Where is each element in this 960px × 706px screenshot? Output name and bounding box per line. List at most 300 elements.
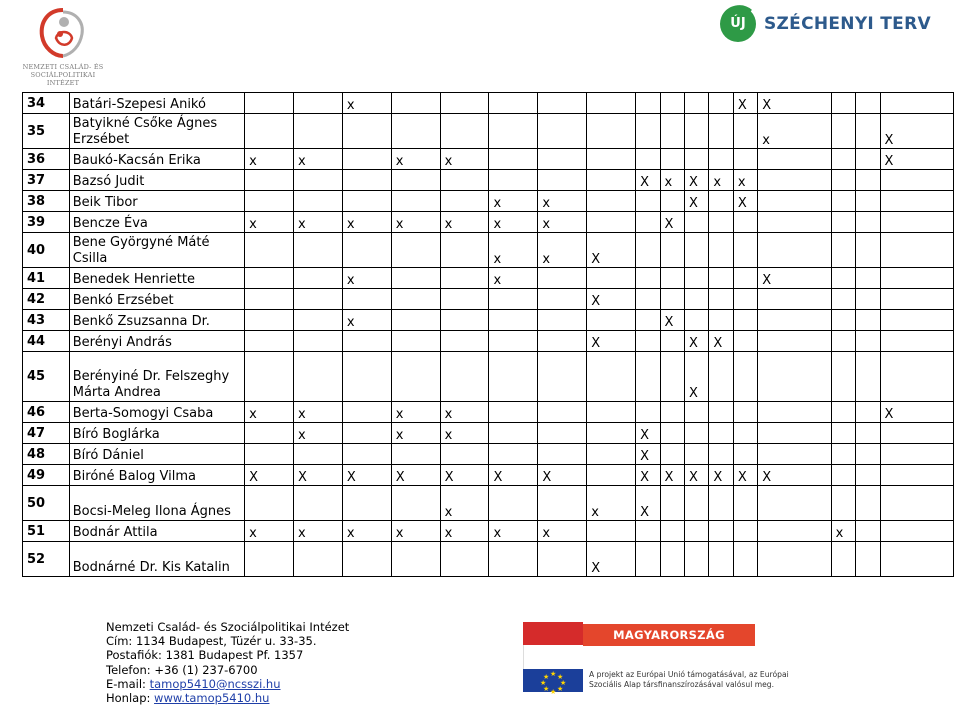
mark-cell [856,352,880,402]
mark-cell: x [391,521,440,542]
mark-cell [709,486,733,521]
table-row [23,149,954,170]
mark-cell [391,114,440,149]
mark-cell [538,402,587,423]
mark-cell: x [342,268,391,289]
mark-cell: X [660,310,684,331]
mark-cell: x [293,149,342,170]
person-name: Bene Györgyné Máté Csilla [69,233,244,268]
mark-cell [293,310,342,331]
mark-cell [709,542,733,577]
row-number: 51 [23,521,70,542]
mark-cell [489,170,538,191]
mark-cell [587,423,636,444]
mark-cell [758,170,831,191]
mark-cell: X [245,465,294,486]
mark-cell [538,268,587,289]
mark-cell [831,149,855,170]
mark-cell [489,93,538,114]
mark-cell [636,310,660,331]
mark-cell [293,486,342,521]
mark-cell [636,542,660,577]
mark-cell [489,352,538,402]
mark-cell [293,268,342,289]
hungary-eu-flag-icon: ★ ★ ★ ★ ★ ★ ★ ★ [523,622,583,692]
email-link[interactable]: tamop5410@ncsszi.hu [149,676,281,691]
mark-cell [342,444,391,465]
mark-cell [587,444,636,465]
mark-cell [709,191,733,212]
mark-cell [856,465,880,486]
mark-cell [538,310,587,331]
mark-cell [391,170,440,191]
mark-cell: x [391,423,440,444]
mark-cell [856,542,880,577]
person-name: Berényi András [69,331,244,352]
brand-text: SZÉCHENYI TERV [764,14,931,34]
mark-cell [245,114,294,149]
mark-cell [440,93,489,114]
mark-cell [709,233,733,268]
mark-cell: X [660,212,684,233]
mark-cell: x [342,212,391,233]
table-row [23,402,954,423]
mark-cell: x [245,521,294,542]
mark-cell [636,289,660,310]
person-name: Batári-Szepesi Anikó [69,93,244,114]
mark-cell: x [538,191,587,212]
mark-cell [856,93,880,114]
mark-cell [758,331,831,352]
mark-cell [660,191,684,212]
person-name: Batyikné Csőke Ágnes Erzsébet [69,114,244,149]
mark-cell: x [391,402,440,423]
mark-cell [758,444,831,465]
po-box: Postafiók: 1381 Budapest Pf. 1357 [106,648,304,663]
mark-cell [733,149,757,170]
mark-cell [391,486,440,521]
mark-cell [440,310,489,331]
mark-cell [391,542,440,577]
table-row [23,212,954,233]
mark-cell [831,331,855,352]
mark-cell [709,149,733,170]
mark-cell [880,310,954,331]
mark-cell [856,310,880,331]
eu-funding-line2: Szociális Alap társfinanszírozásával valósul meg. [589,680,775,689]
mark-cell [856,149,880,170]
mark-cell [391,331,440,352]
mark-cell: x [489,268,538,289]
mark-cell [660,402,684,423]
mark-cell [831,486,855,521]
mark-cell: X [636,465,660,486]
mark-cell [342,191,391,212]
mark-cell [758,486,831,521]
mark-cell [733,310,757,331]
mark-cell [880,521,954,542]
mark-cell [880,233,954,268]
mark-cell: X [660,465,684,486]
mark-cell [342,170,391,191]
mark-cell [709,289,733,310]
mark-cell [709,444,733,465]
row-number: 47 [23,423,70,444]
person-name: Berényiné Dr. Felszeghy Márta Andrea [69,352,244,402]
mark-cell [684,444,708,465]
mark-cell: x [440,423,489,444]
mark-cell [660,233,684,268]
mark-cell [245,486,294,521]
mark-cell [440,444,489,465]
mark-cell: x [733,170,757,191]
mark-cell [856,521,880,542]
mark-cell [684,268,708,289]
person-name: Bodnárné Dr. Kis Katalin [69,542,244,577]
table-row [23,268,954,289]
mark-cell [880,268,954,289]
mark-cell [342,402,391,423]
mark-cell: x [587,486,636,521]
mark-cell [856,444,880,465]
table-row [23,486,954,521]
mark-cell: X [709,465,733,486]
mark-cell [245,170,294,191]
mark-cell [831,352,855,402]
mark-cell [758,149,831,170]
mark-cell [587,465,636,486]
mark-cell [684,233,708,268]
mark-cell [587,521,636,542]
mark-cell [733,521,757,542]
mark-cell [587,310,636,331]
mark-cell [856,212,880,233]
mark-cell [733,114,757,149]
mark-cell [342,423,391,444]
table-row [23,191,954,212]
mark-cell [245,289,294,310]
mark-cell [293,191,342,212]
mark-cell [880,331,954,352]
mark-cell [831,402,855,423]
web-label: Honlap: [106,691,155,706]
mark-cell [709,352,733,402]
row-number: 35 [23,114,70,149]
mark-cell: x [293,402,342,423]
mark-cell: x [293,212,342,233]
email-label: E-mail: [106,676,150,691]
mark-cell [684,542,708,577]
row-number: 52 [23,542,70,577]
mark-cell: x [342,93,391,114]
mark-cell [684,93,708,114]
mark-cell: x [489,521,538,542]
mark-cell [831,444,855,465]
mark-cell: X [758,268,831,289]
person-name: Bodnár Attila [69,521,244,542]
row-number: 44 [23,331,70,352]
mark-cell [709,402,733,423]
web-link[interactable]: www.tamop5410.hu [154,691,270,706]
mark-cell: x [440,212,489,233]
mark-cell: x [293,521,342,542]
mark-cell: X [758,93,831,114]
mark-cell [538,114,587,149]
mark-cell [660,352,684,402]
person-name: Benkó Erzsébet [69,289,244,310]
row-number: 34 [23,93,70,114]
mark-cell: x [758,114,831,149]
mark-cell [880,93,954,114]
mark-cell [538,352,587,402]
mark-cell [709,268,733,289]
mark-cell: x [293,423,342,444]
mark-cell [709,114,733,149]
mark-cell [758,191,831,212]
mark-cell [733,212,757,233]
mark-cell: X [342,465,391,486]
mark-cell [733,486,757,521]
table-row [23,352,954,402]
logo-caption-line2: SOCIÁLPOLITIKAI INTÉZET [30,71,96,87]
mark-cell [831,423,855,444]
mark-cell: x [342,310,391,331]
mark-cell [660,149,684,170]
slogan-banner: MAGYARORSZÁG MEGÚJUL [583,624,755,646]
mark-cell: X [636,423,660,444]
mark-cell [440,542,489,577]
mark-cell [538,93,587,114]
mark-cell [391,191,440,212]
table-row [23,114,954,149]
mark-cell: X [293,465,342,486]
mark-cell [245,352,294,402]
mark-cell [880,352,954,402]
mark-cell [856,289,880,310]
mark-cell [831,268,855,289]
table-row [23,289,954,310]
mark-cell [831,465,855,486]
mark-cell [342,289,391,310]
table-row [23,310,954,331]
mark-cell: x [538,521,587,542]
mark-cell [293,93,342,114]
mark-cell [660,268,684,289]
mark-cell [293,233,342,268]
table-row [23,444,954,465]
mark-cell [636,521,660,542]
mark-cell: X [880,149,954,170]
mark-cell: x [440,521,489,542]
person-name: Bocsi-Meleg Ilona Ágnes [69,486,244,521]
mark-cell [489,542,538,577]
row-number: 37 [23,170,70,191]
mark-cell [684,149,708,170]
mark-cell [831,170,855,191]
mark-cell [880,542,954,577]
phone: Telefon: +36 (1) 237-6700 [106,662,258,677]
participant-table [22,92,954,577]
mark-cell [245,331,294,352]
mark-cell [831,542,855,577]
mark-cell [660,444,684,465]
person-name: Bazsó Judit [69,170,244,191]
mark-cell [831,310,855,331]
mark-cell [489,289,538,310]
mark-cell [587,402,636,423]
mark-cell [856,331,880,352]
mark-cell: x [391,149,440,170]
mark-cell [636,233,660,268]
mark-cell: X [636,486,660,521]
contact-block [106,620,349,705]
person-name: Bíró Boglárka [69,423,244,444]
mark-cell [440,331,489,352]
person-name: Bíró Dániel [69,444,244,465]
logo-caption-line1: NEMZETI CSALÁD- ÉS [22,63,104,71]
mark-cell [856,423,880,444]
mark-cell [733,233,757,268]
mark-cell [440,268,489,289]
mark-cell [440,352,489,402]
mark-cell [587,170,636,191]
mark-cell: X [440,465,489,486]
mark-cell [758,352,831,402]
mark-cell [538,542,587,577]
mark-cell [660,486,684,521]
mark-cell [856,191,880,212]
mark-cell: x [342,521,391,542]
mark-cell [733,423,757,444]
mark-cell [636,93,660,114]
mark-cell [538,423,587,444]
mark-cell [489,486,538,521]
mark-cell [758,402,831,423]
mark-cell [733,289,757,310]
uj-badge: ÚJ [720,6,756,42]
mark-cell [245,542,294,577]
mark-cell [636,114,660,149]
mark-cell [660,114,684,149]
row-number: 45 [23,352,70,402]
mark-cell [733,352,757,402]
mark-cell: X [684,331,708,352]
mark-cell: X [709,331,733,352]
mark-cell [660,289,684,310]
mark-cell [293,114,342,149]
mark-cell [856,268,880,289]
mark-cell: X [758,465,831,486]
mark-cell [293,444,342,465]
mark-cell [489,149,538,170]
mark-cell [440,114,489,149]
mark-cell [733,444,757,465]
mark-cell: X [636,444,660,465]
mark-cell [758,233,831,268]
mark-cell [245,93,294,114]
web-line [106,691,349,705]
mark-cell [709,310,733,331]
mark-cell [587,212,636,233]
mark-cell [709,521,733,542]
mark-cell [538,289,587,310]
mark-cell [342,352,391,402]
table-row [23,93,954,114]
mark-cell [831,191,855,212]
mark-cell [684,212,708,233]
mark-cell [709,212,733,233]
mark-cell [293,170,342,191]
mark-cell [391,444,440,465]
row-number: 41 [23,268,70,289]
mark-cell [880,486,954,521]
mark-cell [856,486,880,521]
mark-cell: X [587,233,636,268]
row-number: 42 [23,289,70,310]
email-line [106,677,349,691]
mark-cell [587,149,636,170]
mark-cell [587,114,636,149]
mark-cell [758,423,831,444]
person-name: Benedek Henriette [69,268,244,289]
mark-cell [440,289,489,310]
mark-cell [489,331,538,352]
mark-cell [733,331,757,352]
mark-cell [831,289,855,310]
mark-cell [391,289,440,310]
table-row [23,423,954,444]
address: Cím: 1134 Budapest, Tüzér u. 33-35. [106,634,317,649]
mark-cell: x [391,212,440,233]
mark-cell: x [440,486,489,521]
mark-cell [489,423,538,444]
mark-cell: X [489,465,538,486]
mark-cell [489,402,538,423]
mark-cell: x [831,521,855,542]
mark-cell [587,268,636,289]
mark-cell [489,444,538,465]
uj-szechenyi-terv-logo [720,4,950,52]
mark-cell [660,542,684,577]
mark-cell [342,149,391,170]
mark-cell [538,149,587,170]
mark-cell [636,331,660,352]
mark-cell [758,289,831,310]
mark-cell [587,352,636,402]
mark-cell: x [489,191,538,212]
mark-cell: X [733,93,757,114]
mark-cell [538,444,587,465]
mark-cell [758,542,831,577]
mark-cell [293,542,342,577]
mark-cell [831,233,855,268]
mark-cell: x [440,402,489,423]
mark-cell [880,191,954,212]
table-row [23,170,954,191]
person-name: Bencze Éva [69,212,244,233]
row-number: 39 [23,212,70,233]
mark-cell [856,114,880,149]
person-name: Berta-Somogyi Csaba [69,402,244,423]
mark-cell [831,212,855,233]
mark-cell [391,268,440,289]
mark-cell [758,212,831,233]
mark-cell [880,423,954,444]
mark-cell: x [538,212,587,233]
mark-cell [489,310,538,331]
mark-cell: x [245,212,294,233]
row-number: 38 [23,191,70,212]
